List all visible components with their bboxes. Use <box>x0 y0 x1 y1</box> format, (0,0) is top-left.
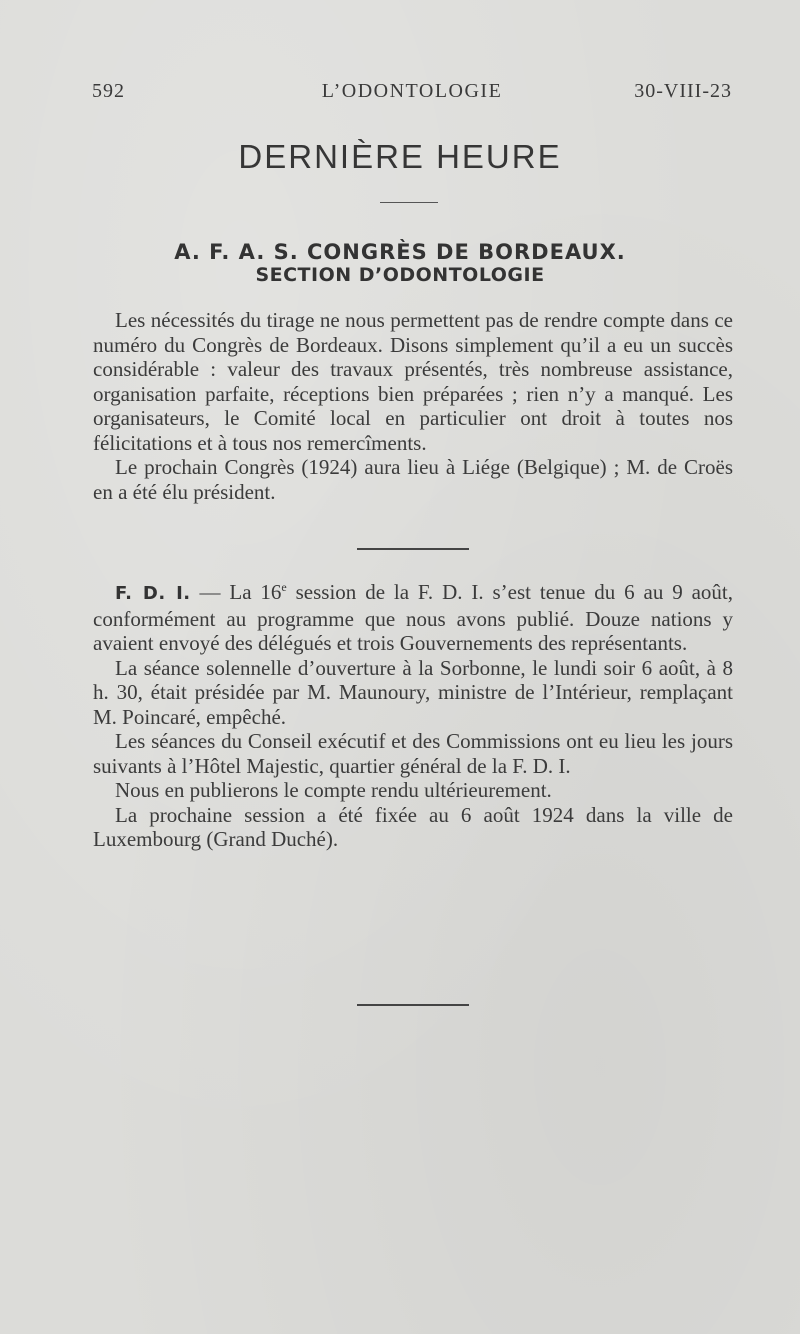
running-header <box>92 80 732 110</box>
paragraph: Le prochain Congrès (1924) aura lieu à Liége (Belgique) ; M. de Croës en a été élu président. <box>93 455 733 504</box>
title-divider <box>380 202 438 203</box>
page-title: DERNIÈRE HEURE <box>238 138 562 175</box>
issue-date: 30-VIII-23 <box>634 80 732 102</box>
end-divider <box>357 1004 469 1006</box>
fdi-article <box>93 580 733 852</box>
paragraph: La séance solennelle d’ouverture à la Sorbonne, le lundi soir 6 août, à 8 h. 30, était présidée par M. Maunoury, ministre de l’Intérieur, remplaçant M. Poincaré, empêché. <box>93 655 733 729</box>
page-number: 592 <box>92 80 125 102</box>
fdi-lead: F. D. I. <box>115 583 191 604</box>
paragraph <box>93 580 733 656</box>
section-divider <box>357 548 469 550</box>
paragraph: Nous en publierons le compte rendu ultérieurement. <box>115 778 552 802</box>
paragraph: La prochaine session a été fixée au 6 août 1924 dans la ville de Luxembourg (Grand Duché). <box>93 802 733 851</box>
section-title-line2: SECTION D’ODONTOLOGIE <box>255 264 545 286</box>
congress-article <box>93 308 733 504</box>
journal-name: L’ODONTOLOGIE <box>321 80 503 102</box>
paragraph-text: — La 16 <box>190 580 282 604</box>
paragraph: Les nécessités du tirage ne nous permettent pas de rendre compte dans ce numéro du Congrès de Bordeaux. Disons simplement qu’il a eu un succès considérable : valeur des travaux présentés, très nombreuse assistance, organisation parfaite, réceptions bien préparées ; rien n’y a manqué. Les organisateurs, le Comité local en particulier ont droit à toutes nos félicitations et à tous nos remercîments. <box>93 308 733 455</box>
paragraph-text: session de la F. D. I. s’est tenue du 6 au 9 août, conformément au programme que nous avons publié. Douze nations y avaient envoyé des délégués et trois Gouvernements des représentants. <box>93 580 733 655</box>
ordinal-superscript: e <box>281 580 287 594</box>
section-title-line1: A. F. A. S. CONGRÈS DE BORDEAUX. <box>174 240 626 264</box>
paragraph: Les séances du Conseil exécutif et des Commissions ont eu lieu les jours suivants à l’Hôtel Majestic, quartier général de la F. D. I. <box>93 729 733 778</box>
